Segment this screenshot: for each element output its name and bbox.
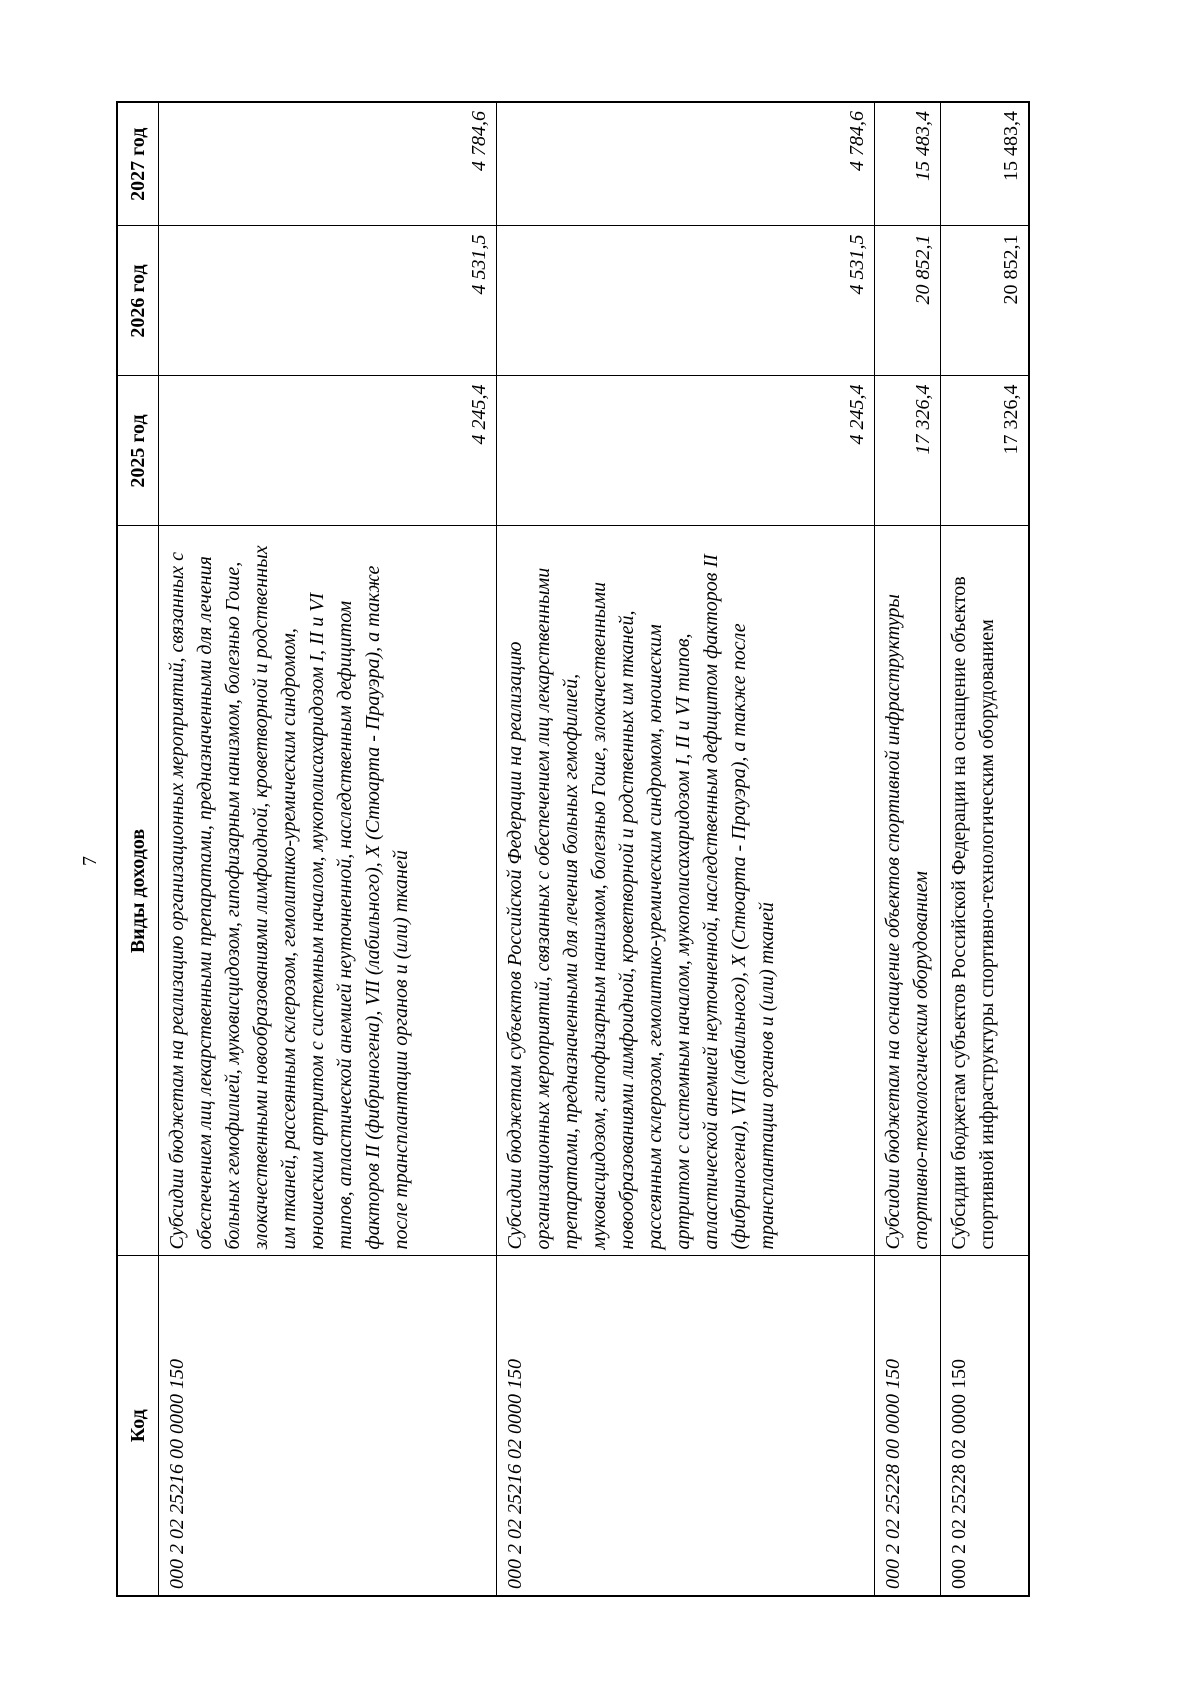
header-2025: 2025 год — [117, 376, 159, 526]
table-row — [941, 102, 1030, 1596]
row-value-2026: 4 531,5 — [497, 226, 875, 376]
row-code: 000 2 02 25216 00 0000 150 — [159, 1256, 497, 1596]
row-value-2027: 4 784,6 — [159, 102, 497, 226]
header-2027: 2027 год — [117, 102, 159, 226]
row-value-2027: 15 483,4 — [875, 102, 941, 226]
row-value-2025: 4 245,4 — [497, 376, 875, 526]
row-description: Субсидии бюджетам на реализацию организационных мероприятий, связанных с обеспечением лиц лекарственными препаратами, предназначенными для лечения больных гемофилией, муковисцидозом, гипофизарным нанизмом, болезнью Гоше, злокачественными новообразованиями лимфоидной, кроветворной и родственных им тканей, рассеянным склерозом, гемолитико-уремическим синдромом, юношеским артритом с системным началом, мукополисахаридозом I, II и VI типов, апластической анемией неуточненной, наследственным дефицитом факторов II (фибриногена), VII (лабильного), X (Стюарта - Прауэра), а также после трансплантации органов и (или) тканей — [159, 526, 497, 1256]
row-code: 000 2 02 25228 00 0000 150 — [875, 1256, 941, 1596]
revenue-table-rotated — [116, 103, 1022, 1597]
header-types: Виды доходов — [117, 526, 159, 1256]
table-row — [159, 102, 497, 1596]
row-value-2026: 20 852,1 — [875, 226, 941, 376]
row-code: 000 2 02 25216 02 0000 150 — [497, 1256, 875, 1596]
header-2026: 2026 год — [117, 226, 159, 376]
table-header-row — [117, 102, 159, 1596]
row-description: Субсидии бюджетам на оснащение объектов спортивной инфраструктуры спортивно-технологическим оборудованием — [875, 526, 941, 1256]
row-description: Субсидии бюджетам субъектов Российской Федерации на оснащение объектов спортивной инфраструктуры спортивно-технологическим оборудованием — [941, 526, 1030, 1256]
row-value-2027: 15 483,4 — [941, 102, 1030, 226]
row-code: 000 2 02 25228 02 0000 150 — [941, 1256, 1030, 1596]
row-value-2026: 20 852,1 — [941, 226, 1030, 376]
row-value-2025: 17 326,4 — [875, 376, 941, 526]
table-row — [497, 102, 875, 1596]
table-row — [875, 102, 941, 1596]
row-value-2026: 4 531,5 — [159, 226, 497, 376]
row-value-2025: 17 326,4 — [941, 376, 1030, 526]
page-number: 7 — [79, 856, 101, 866]
header-code: Код — [117, 1256, 159, 1596]
row-value-2027: 4 784,6 — [497, 102, 875, 226]
row-value-2025: 4 245,4 — [159, 376, 497, 526]
revenue-table — [116, 101, 1030, 1597]
row-description: Субсидии бюджетам субъектов Российской Федерации на реализацию организационных мероприятий, связанных с обеспечением лиц лекарственными препаратами, предназначенными для лечения больных гемофилией, муковисцидозом, гипофизарным нанизмом, болезнью Гоше, злокачественными новообразованиями лимфоидной, кроветворной и родственных им тканей, рассеянным склерозом, гемолитико-уремическим синдромом, юношеским артритом с системным началом, мукополисахаридозом I, II и VI типов, апластической анемией неуточненной, наследственным дефицитом факторов II (фибриногена), VII (лабильного), X (Стюарта - Прауэра), а также после трансплантации органов и (или) тканей — [497, 526, 875, 1256]
